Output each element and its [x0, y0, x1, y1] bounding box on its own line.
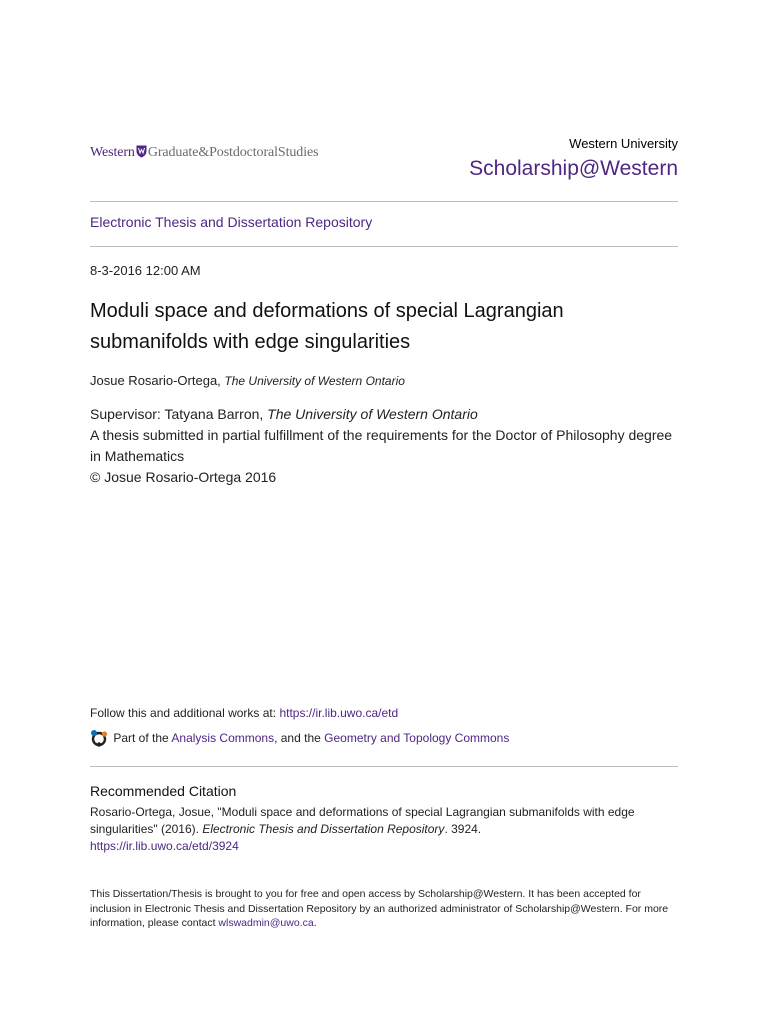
- western-gps-logo[interactable]: [90, 145, 318, 163]
- contact-email-link[interactable]: wlswadmin@uwo.ca: [218, 917, 314, 929]
- header: [90, 136, 678, 186]
- geometry-topology-commons-link[interactable]: Geometry and Topology Commons: [324, 731, 510, 745]
- divider: [90, 766, 678, 767]
- author-affiliation: The University of Western Ontario: [224, 374, 405, 388]
- part-of-prefix: Part of the: [113, 731, 169, 745]
- etd-collection-link[interactable]: https://ir.lib.uwo.ca/etd: [279, 706, 399, 720]
- citation-number: . 3924.: [444, 822, 482, 836]
- logo-western-text: Western: [90, 145, 135, 160]
- supervisor-name: Supervisor: Tatyana Barron,: [90, 406, 264, 422]
- citation-url-link[interactable]: https://ir.lib.uwo.ca/etd/3924: [90, 839, 239, 853]
- citation-journal: Electronic Thesis and Dissertation Repository: [202, 822, 445, 836]
- thesis-details: [90, 404, 678, 488]
- repository-link[interactable]: Electronic Thesis and Dissertation Repository: [90, 214, 373, 230]
- logo-graduate-text: Graduate&PostdoctoralStudies: [147, 145, 319, 160]
- copyright-notice: © Josue Rosario-Ortega 2016: [90, 469, 277, 485]
- analysis-commons-link[interactable]: Analysis Commons: [171, 731, 275, 745]
- citation-block: [90, 804, 678, 855]
- access-notice-text: This Dissertation/Thesis is brought to you for free and open access by Scholarship@Western. It has been accepted for inclusion in Electronic Thesis and Dissertation Repository by an authorized administrator of Scholarship@Western. For more information, please contact: [90, 888, 669, 929]
- citation-text: Rosario-Ortega, Josue, "Moduli space and deformations of special Lagrangian submanifolds with edge singularities" (2016).: [90, 805, 635, 836]
- follow-line: [90, 706, 398, 720]
- supervisor-line: [90, 404, 678, 425]
- degree-statement: A thesis submitted in partial fulfillment of the requirements for the Doctor of Philosophy degree in Mathematics: [90, 427, 673, 464]
- network-commons-icon: [90, 729, 108, 750]
- crest-icon: [136, 145, 147, 163]
- supervisor-affiliation: The University of Western Ontario: [267, 406, 478, 422]
- divider: [90, 246, 678, 247]
- part-of-line: [90, 729, 509, 750]
- scholarship-western-link[interactable]: Scholarship@Western: [469, 157, 678, 180]
- access-notice-end: .: [313, 917, 317, 929]
- follow-text: Follow this and additional works at:: [90, 706, 277, 720]
- thesis-title: Moduli space and deformations of special Lagrangian submanifolds with edge singularities: [90, 300, 564, 353]
- divider: [90, 201, 678, 202]
- citation-heading: Recommended Citation: [90, 783, 237, 799]
- publication-date: 8-3-2016 12:00 AM: [90, 263, 201, 278]
- access-notice: [90, 887, 678, 931]
- author-line: [90, 373, 405, 388]
- institution-name: Western University: [569, 136, 678, 151]
- part-of-middle: , and the: [274, 731, 321, 745]
- author-name: Josue Rosario-Ortega,: [90, 373, 221, 388]
